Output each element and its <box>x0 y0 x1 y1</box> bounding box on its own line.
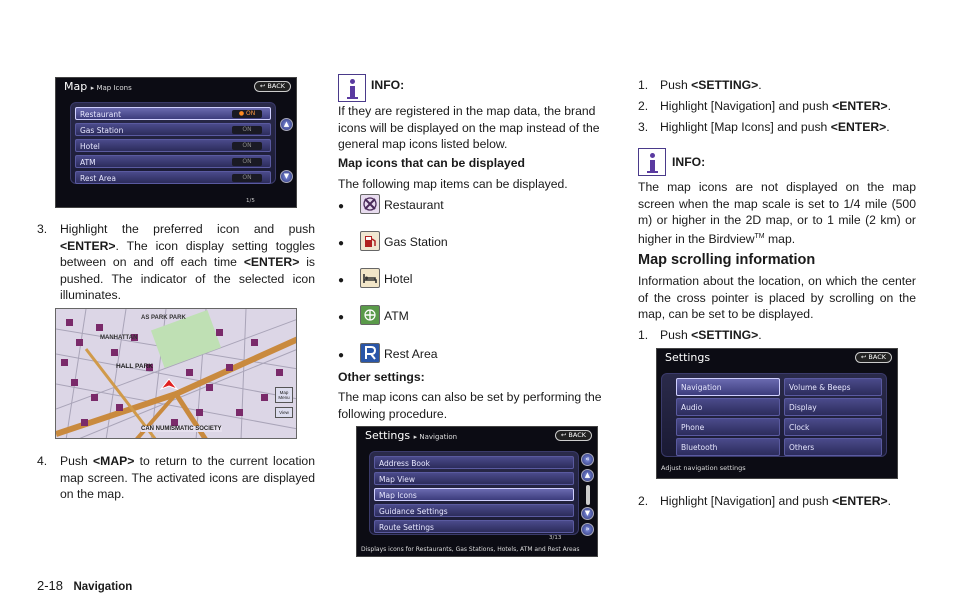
row-label: Guidance Settings <box>379 507 448 516</box>
step-3 <box>37 221 315 304</box>
toggle-indicator: ON <box>232 158 262 166</box>
info-icon <box>338 74 366 102</box>
section-name: Navigation <box>73 581 133 593</box>
step-number: 3. <box>638 120 649 134</box>
screen-title-text: Map <box>64 80 88 93</box>
scroll-down-button[interactable]: ▼ <box>280 170 293 183</box>
screen-footer-text: Adjust navigation settings <box>657 462 897 474</box>
step-number: 2. <box>638 99 649 113</box>
info-icon <box>638 148 666 176</box>
settings-menu <box>661 373 887 457</box>
row-label: ATM <box>80 158 96 167</box>
menu-row-rest-area[interactable] <box>75 171 271 184</box>
page-number: 2-18 <box>37 578 64 593</box>
setting-key: <SETTING> <box>691 328 759 342</box>
step-4 <box>37 453 315 503</box>
back-label: BACK <box>868 353 886 361</box>
map-graphic <box>56 309 297 439</box>
map-icons-screenshot <box>55 77 297 208</box>
screen-title-text: Settings <box>365 429 411 442</box>
row-label: Gas Station <box>80 126 124 135</box>
back-label: BACK <box>568 431 586 439</box>
row-label: Address Book <box>379 459 430 468</box>
step-number: 3. <box>37 222 48 236</box>
menu-row-atm[interactable] <box>75 155 271 168</box>
row-label: Others <box>789 443 815 452</box>
map-icons-intro: The following map items can be displayed. <box>338 177 568 191</box>
navigation-menu <box>369 451 579 535</box>
info-text: If they are registered in the map data, the brand icons will be displayed on the map instead of the general map icons listed below. <box>338 104 600 151</box>
gas-station-icon <box>360 231 380 251</box>
map-key: <MAP> <box>93 454 135 468</box>
menu-row-gas-station[interactable] <box>75 123 271 136</box>
step-text: Highlight [Map Icons] and push <ENTER>. <box>660 120 890 134</box>
scroll-top-button[interactable]: « <box>581 453 594 466</box>
step-number: 4. <box>37 454 48 468</box>
info-heading: INFO: <box>371 78 405 92</box>
map-label: HALL PARK <box>116 363 153 370</box>
map-menu-button[interactable] <box>275 387 293 403</box>
step-number: 1. <box>638 328 649 342</box>
other-settings-text: The map icons can also be set by performing the following procedure. <box>338 390 602 421</box>
row-label: Rest Area <box>80 174 116 183</box>
rest-area-icon <box>360 343 380 363</box>
text: . The icon display setting toggles between on and off each time <box>60 238 315 269</box>
text: Highlight the preferred icon and push <box>60 222 315 236</box>
view-label: View <box>279 410 289 415</box>
map-scrolling-text: Information about the location, on which the center of the cross pointer is placed by scrolling on the map, can be set to be displayed. <box>638 274 916 321</box>
bullet: ● <box>338 238 345 249</box>
map-label: AS PARK PARK <box>141 315 186 321</box>
map-screenshot <box>55 308 297 439</box>
enter-key: <ENTER> <box>60 238 116 253</box>
step-text: Highlight [Navigation] and push <ENTER>. <box>660 494 892 508</box>
map-label: MANHATTAN <box>100 335 138 341</box>
row-label: Clock <box>789 423 810 432</box>
menu-row-map-view[interactable] <box>374 472 574 485</box>
bullet: ● <box>338 350 345 361</box>
toggle-indicator: ● ON <box>232 110 262 118</box>
screen-title <box>64 80 132 93</box>
toggle-indicator: ON <box>232 142 262 150</box>
step-text: Highlight [Navigation] and push <ENTER>. <box>660 99 892 113</box>
step-2 <box>638 98 918 115</box>
enter-key: <ENTER> <box>832 99 888 113</box>
menu-item-display[interactable] <box>784 398 882 416</box>
icon-label: Gas Station <box>384 235 448 249</box>
menu-item-others[interactable] <box>784 438 882 456</box>
info-body: The map icons are not displayed on the map screen when the map scale is set to 1/4 mile (500 m) or higher in the 2D map, or to 1 mile (2 km) or higher in the Birdview <box>638 180 916 246</box>
back-arrow-icon: ↩ <box>560 431 567 439</box>
settings-screenshot <box>656 348 898 479</box>
back-button[interactable] <box>855 352 892 363</box>
row-label: Audio <box>681 403 703 412</box>
bullet: ● <box>338 312 345 323</box>
icon-label: Rest Area <box>384 347 438 361</box>
step-text: Push <SETTING>. <box>660 78 762 92</box>
icon-label: ATM <box>384 309 409 323</box>
step-number: 1. <box>638 78 649 92</box>
menu-row-hotel[interactable] <box>75 139 271 152</box>
step-text: Push <SETTING>. <box>660 328 762 342</box>
row-label: Display <box>789 403 817 412</box>
view-button[interactable] <box>275 407 293 418</box>
row-label: Phone <box>681 423 705 432</box>
info-text <box>638 179 916 247</box>
row-label: Map View <box>379 475 416 484</box>
menu-item-volume-beeps[interactable] <box>784 378 882 396</box>
map-menu-label: Map Menu <box>278 390 290 400</box>
map-scrolling-heading: Map scrolling information <box>638 252 816 268</box>
menu-item-audio[interactable] <box>676 398 780 416</box>
enter-key: <ENTER> <box>830 120 887 134</box>
menu-item-phone[interactable] <box>676 418 780 436</box>
step-2 <box>638 493 918 510</box>
menu-row-restaurant[interactable] <box>75 107 271 120</box>
info-heading: INFO: <box>672 155 706 169</box>
back-button[interactable] <box>254 81 291 92</box>
menu-row-guidance-settings[interactable] <box>374 504 574 517</box>
scroll-bottom-button[interactable]: » <box>581 523 594 536</box>
icon-label: Hotel <box>384 272 413 286</box>
scrollbar[interactable] <box>586 485 590 505</box>
scroll-up-button[interactable]: ▲ <box>280 118 293 131</box>
step-3 <box>638 119 918 136</box>
screen-title: Settings <box>665 351 711 364</box>
menu-item-clock[interactable] <box>784 418 882 436</box>
text: Push <box>60 454 94 468</box>
map-label: CAN NUMISMATIC SOCIETY <box>141 426 222 432</box>
screen-title <box>365 429 457 442</box>
text: is pushed. The indicator of the selected icon illuminates. <box>60 255 316 302</box>
scroll-down-button[interactable]: ▼ <box>581 507 594 520</box>
row-label: Volume & Beeps <box>789 383 851 392</box>
back-label: BACK <box>267 82 285 90</box>
screen-breadcrumb: ▸ Map Icons <box>90 84 132 92</box>
menu-row-map-icons[interactable] <box>374 488 574 501</box>
text: to return to the current location map screen. The activated icons are displayed on the map. <box>60 454 315 501</box>
map-icons-heading: Map icons that can be displayed <box>338 156 525 170</box>
toggle-indicator: ON <box>232 174 262 182</box>
toggle-indicator: ON <box>232 126 262 134</box>
step-text <box>60 453 315 503</box>
navigation-settings-screenshot <box>356 426 598 557</box>
other-settings-heading: Other settings: <box>338 370 425 384</box>
screen-footer-text: Displays icons for Restaurants, Gas Stations, Hotels, ATM and Rest Areas <box>357 544 597 556</box>
enter-key: <ENTER> <box>832 494 888 508</box>
row-label: Restaurant <box>80 110 122 119</box>
atm-icon <box>360 305 380 325</box>
bullet: ● <box>338 201 345 212</box>
row-label: Map Icons <box>379 491 417 500</box>
menu-item-navigation[interactable] <box>676 378 780 396</box>
page-indicator: 1/5 <box>246 198 255 204</box>
bullet: ● <box>338 275 345 286</box>
step-text <box>60 221 315 304</box>
menu-item-bluetooth[interactable] <box>676 438 780 456</box>
row-label: Route Settings <box>379 523 434 532</box>
back-arrow-icon: ↩ <box>860 353 867 361</box>
row-label: Navigation <box>681 383 722 392</box>
page-footer <box>37 577 132 595</box>
setting-key: <SETTING> <box>691 78 759 92</box>
page-indicator: 3/13 <box>549 535 562 541</box>
menu-row-route-settings[interactable] <box>374 520 574 533</box>
enter-key: <ENTER> <box>243 255 300 269</box>
menu-row-address-book[interactable] <box>374 456 574 469</box>
hotel-icon <box>360 268 380 288</box>
step-number: 2. <box>638 494 649 508</box>
trademark: TM <box>754 232 765 240</box>
back-arrow-icon: ↩ <box>259 82 266 90</box>
restaurant-icon <box>360 194 380 214</box>
scroll-up-button[interactable]: ▲ <box>581 469 594 482</box>
row-label: Hotel <box>80 142 100 151</box>
icon-label: Restaurant <box>384 198 444 212</box>
row-label: Bluetooth <box>681 443 718 452</box>
step-1 <box>638 327 918 344</box>
back-button[interactable] <box>555 430 592 441</box>
map-icons-menu <box>70 102 276 184</box>
screen-breadcrumb: ▸ Navigation <box>413 433 458 441</box>
step-1 <box>638 77 918 94</box>
info-end: map. <box>764 231 796 246</box>
